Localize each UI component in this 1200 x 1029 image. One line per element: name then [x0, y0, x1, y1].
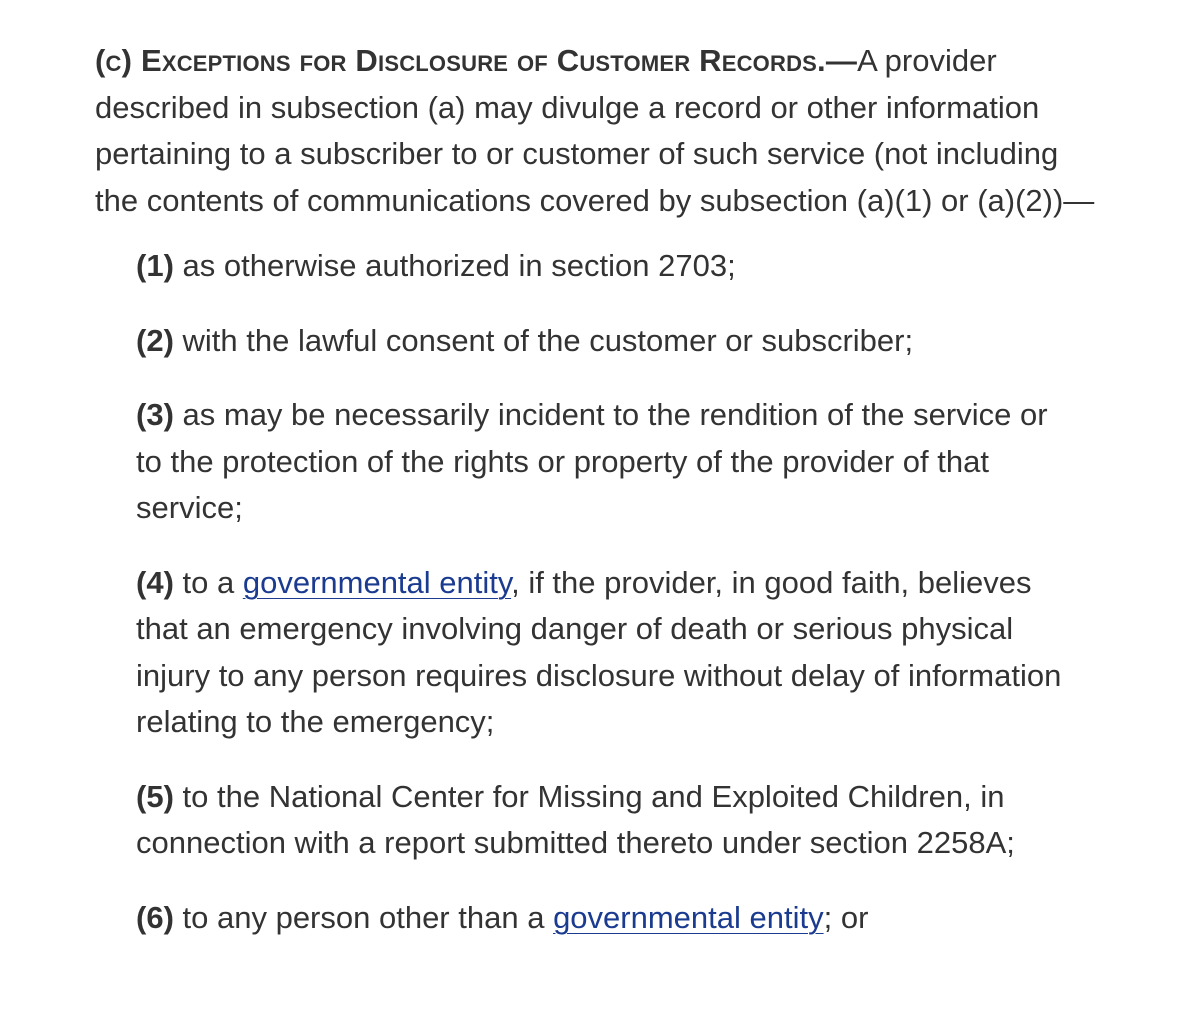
paragraph-text: as may be necessarily incident to the rendition of the service or to the protection of the rights or property of the provider of that service;: [136, 397, 1048, 525]
governmental-entity-link[interactable]: governmental entity: [553, 899, 824, 935]
paragraph-text-post: , if the provider, in good faith, believes that an emergency involving danger of death or serious physical injury to any person requires disclosure without delay of information relating to the emergency;: [136, 564, 1062, 739]
subsection-heading: (c) Exceptions for Disclosure of Customer Records.—: [95, 43, 858, 78]
paragraph-4: [95, 560, 1071, 746]
paragraph-3: [95, 392, 1071, 532]
paragraph-number: (3): [136, 397, 174, 432]
paragraph-number: (6): [136, 899, 174, 935]
paragraph-text-post: ; or: [823, 899, 869, 935]
paragraph-text-pre: to any person other than a: [182, 899, 554, 935]
paragraph-text: to the National Center for Missing and Exploited Children, in connection with a report submitted thereto under section 2258A;: [136, 778, 1015, 860]
paragraph-6: [95, 895, 1071, 942]
paragraph-1: [95, 243, 1071, 290]
paragraph-text-pre: to a: [182, 564, 243, 600]
subsection-c-intro: [95, 38, 1095, 224]
paragraph-number: (2): [136, 322, 174, 358]
subsection-intro-text: A provider described in subsection (a) may divulge a record or other information pertaining to a subscriber to or customer of such service (not including the contents of communications covered by subsection (a)(1) or (a)(2))—: [95, 43, 1095, 218]
paragraph-number: (4): [136, 564, 174, 600]
paragraph-number: (5): [136, 778, 174, 814]
paragraph-text: with the lawful consent of the customer or subscriber;: [182, 322, 914, 358]
statute-document: [95, 38, 1105, 941]
paragraph-2: [95, 318, 1071, 365]
paragraph-text: as otherwise authorized in section 2703;: [182, 248, 736, 283]
paragraph-5: [95, 774, 1071, 867]
governmental-entity-link[interactable]: governmental entity: [242, 564, 512, 600]
paragraph-number: (1): [136, 248, 174, 283]
